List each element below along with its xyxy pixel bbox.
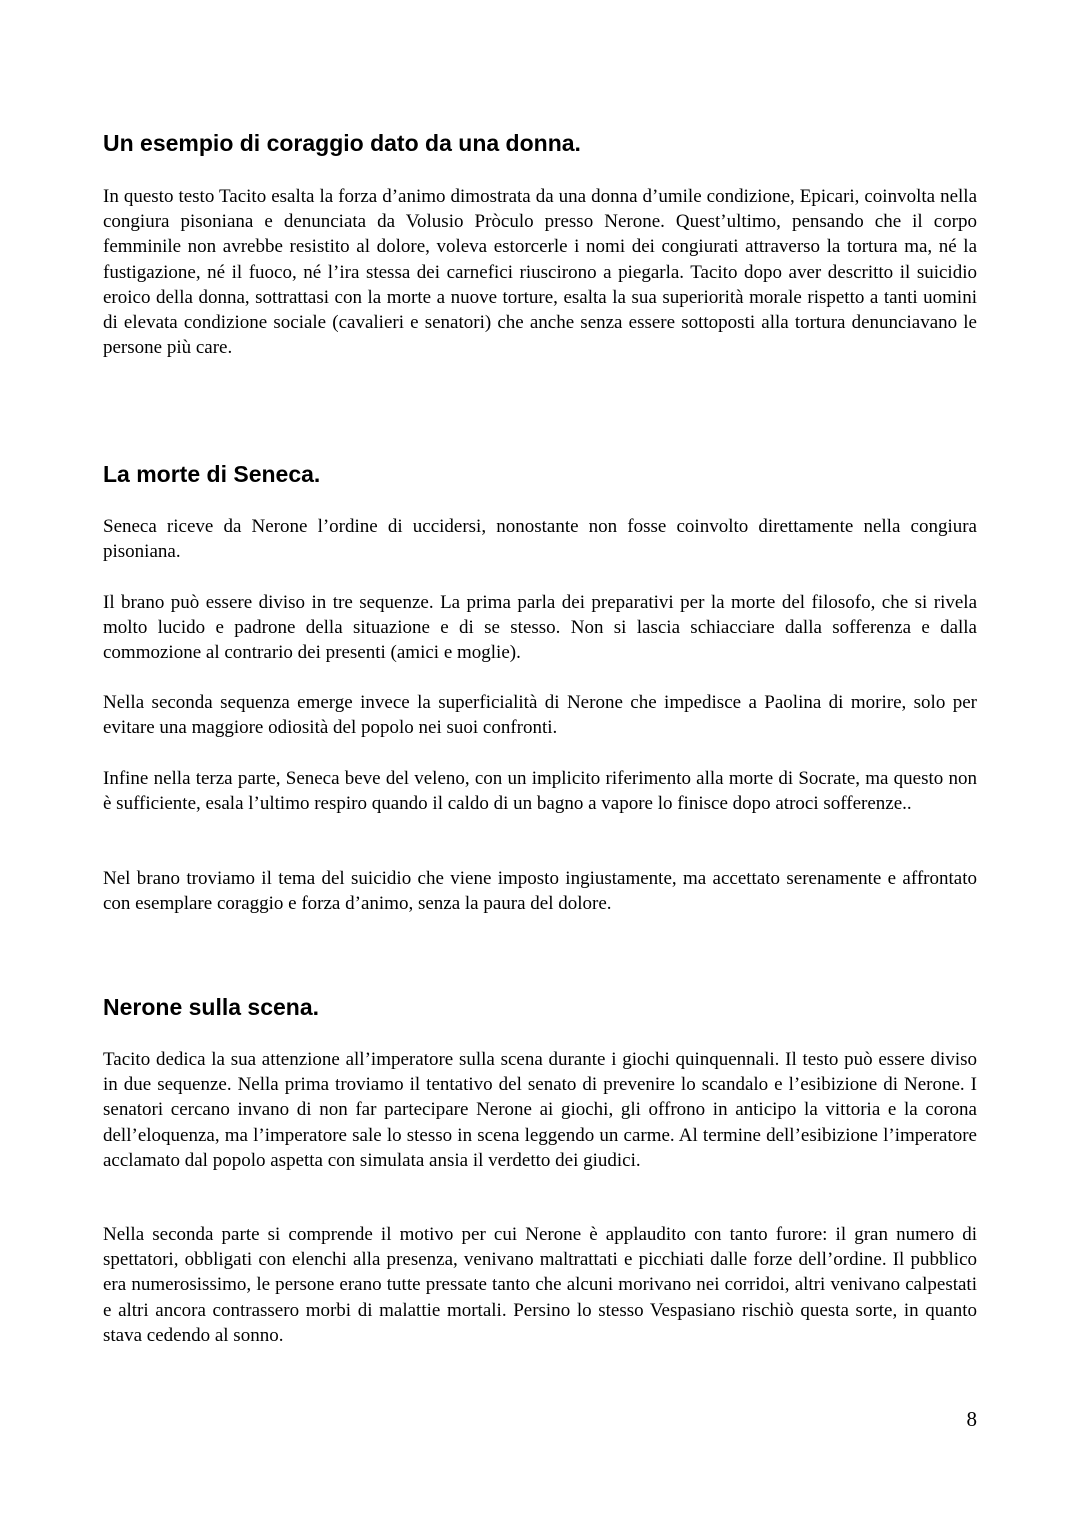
- section-heading-seneca: La morte di Seneca.: [103, 461, 321, 487]
- paragraph-seneca-third-sequence: Infine nella terza parte, Seneca beve del veleno, con un implicito riferimento alla morte di Socrate, ma questo non è sufficiente, esala l’ultimo respiro quando il caldo di un bagno a vapore lo finisce dopo atroci sofferenze..: [103, 768, 977, 815]
- paragraph-seneca-first-sequence: Il brano può essere diviso in tre sequenze. La prima parla dei preparativi per la morte del filosofo, che si rivela molto lucido e padrone della situazione e di se stesso. Non si lascia schiacciare dalla sofferenza e dalla commozione al contrario dei presenti (amici e moglie).: [103, 592, 977, 664]
- paragraph-seneca-second-sequence: Nella seconda sequenza emerge invece la superficialità di Nerone che impedisce a Paolina di morire, solo per evitare una maggiore odiosità del popolo nei suoi confronti.: [103, 692, 977, 739]
- paragraph-seneca-theme: Nel brano troviamo il tema del suicidio che viene imposto ingiustamente, ma accettato serenamente e affrontato con esemplare coraggio e forza d’animo, senza la paura del dolore.: [103, 868, 977, 915]
- page-number: 8: [966, 1407, 977, 1431]
- paragraph-seneca-intro: Seneca riceve da Nerone l’ordine di uccidersi, nonostante non fosse coinvolto direttamente nella congiura pisoniana.: [103, 516, 977, 563]
- section-heading-epicari: Un esempio di coraggio dato da una donna.: [103, 130, 581, 156]
- paragraph-epicari: In questo testo Tacito esalta la forza d’animo dimostrata da una donna d’umile condizione, Epicari, coinvolta nella congiura pisoniana e denunciata da Volusio Pròculo presso Nerone. Quest’ultimo, pensando che il corpo femminile non avrebbe resistito al dolore, voleva estorcerle i nomi dei congiurati attraverso la tortura ma, né la fustigazione, né il fuoco, né l’ira stessa dei carnefici riuscirono a piegarla. Tacito dopo aver descritto il suicidio eroico della donna, sottrattasi con la morte a nuove torture, esalta la sua superiorità morale rispetto a tanti uomini di elevata condizione sociale (cavalieri e senatori) che anche senza essere sottoposti alla tortura denunciavano le persone più care.: [103, 186, 977, 359]
- section-heading-nerone: Nerone sulla scena.: [103, 994, 320, 1020]
- paragraph-nerone-second: Nella seconda parte si comprende il motivo per cui Nerone è applaudito con tanto furore: il gran numero di spettatori, obbligati con elenchi alla presenza, venivano maltrattati e picchiati dalle forze dell’ordine. Il pubblico era numerosissimo, le persone erano tutte pressate tanto che alcuni morivano nei corridoi, altri venivano calpestati e altri ancora contrassero morbi di malattie mortali. Persino lo stesso Vespasiano rischiò questa sorte, in quanto stava cedendo al sonno.: [103, 1224, 977, 1346]
- paragraph-nerone-first: Tacito dedica la sua attenzione all’imperatore sulla scena durante i giochi quinquennali. Il testo può essere diviso in due sequenze. Nella prima troviamo il tentativo del senato di prevenire lo scandalo e l’esibizione di Nerone. I senatori cercano invano di non far partecipare Nerone ai giochi, gli offrono in anticipo la vittoria e la corona dell’eloquenza, ma l’imperatore sale lo stesso in scena leggendo un carme. Al termine dell’esibizione l’imperatore acclamato dal popolo aspetta con simulata ansia il verdetto dei giudici.: [103, 1049, 977, 1171]
